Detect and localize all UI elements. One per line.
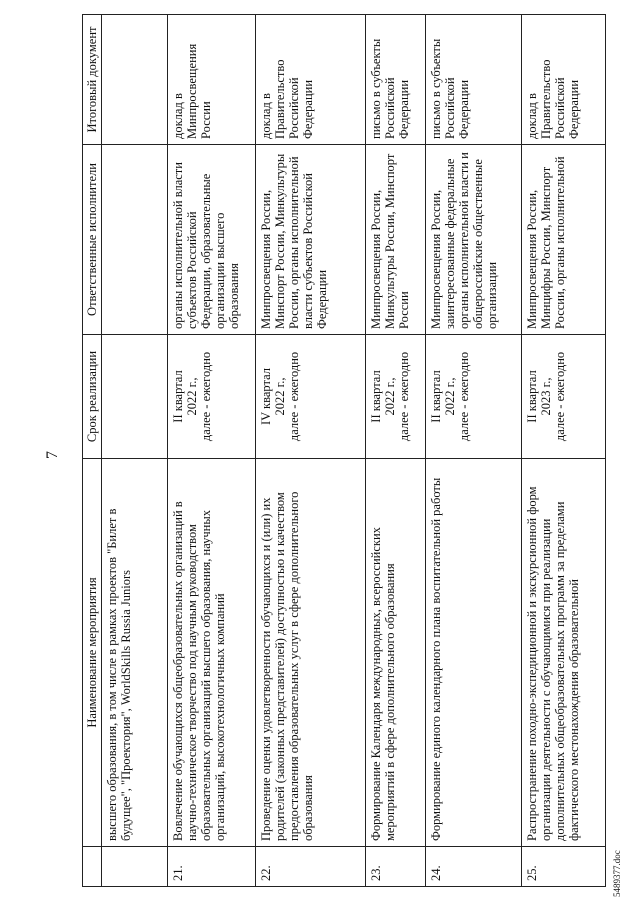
row-executors: Минпросвещения России, Минспорт России, Минкультуры России, органы исполнительной власти субъектов Российской Федерации: [256, 145, 366, 335]
row-name: Проведение оценки удовлетворенности обучающихся и (или) их родителей (законных представителей) доступностью и качеством предоставления образовательных услуг в сфере дополнительного образования: [256, 459, 366, 847]
row-name: высшего образования, в том числе в рамках проектов "Билет в будущее", "Проектория", WorldSkills Russia Juniors: [102, 459, 168, 847]
header-document: Итоговый документ: [83, 15, 102, 145]
header-executors: Ответственные исполнители: [83, 145, 102, 335]
row-number: 22.: [256, 847, 366, 887]
table-row: [256, 15, 366, 887]
row-number: 24.: [426, 847, 522, 887]
table-row: [168, 15, 256, 887]
row-name: Вовлечение обучающихся общеобразовательных организаций в научно-техническое творчество под научным руководством образовательных организаций высшего образования, научных организаций, высокотехнологичных компаний: [168, 459, 256, 847]
row-term: II квартал 2022 г., далее - ежегодно: [366, 335, 426, 459]
row-number: 25.: [522, 847, 606, 887]
table-row: [102, 15, 168, 887]
header-number: [83, 847, 102, 887]
row-document: доклад в Правительство Российской Федерации: [522, 15, 606, 145]
row-document: доклад в Минпросвещения России: [168, 15, 256, 145]
row-name: Формирование Календаря международных, всероссийских мероприятий в сфере дополнительного образования: [366, 459, 426, 847]
row-term: II квартал 2022 г., далее - ежегодно: [426, 335, 522, 459]
row-term: IV квартал 2022 г., далее - ежегодно: [256, 335, 366, 459]
row-executors: Минпросвещения России, заинтересованные федеральные органы исполнительной власти и общероссийские общественные организации: [426, 145, 522, 335]
row-document: доклад в Правительство Российской Федерации: [256, 15, 366, 145]
row-term: [102, 335, 168, 459]
row-name: Распространение походно-экспедиционной и экскурсионной форм организации деятельности с обучающимися при реализации дополнительных общеобразовательных программ за пределами фактического местонахождения образовательной: [522, 459, 606, 847]
row-number: 21.: [168, 847, 256, 887]
row-executors: Минпросвещения России, Минкультуры России, Минспорт России: [366, 145, 426, 335]
table-row: [366, 15, 426, 887]
measures-table: [82, 14, 606, 887]
row-term: II квартал 2023 г., далее - ежегодно: [522, 335, 606, 459]
row-document: [102, 15, 168, 145]
table-row: [522, 15, 606, 887]
page-number: 7: [44, 451, 61, 459]
table-row: [426, 15, 522, 887]
row-number: 23.: [366, 847, 426, 887]
row-term: II квартал 2022 г., далее - ежегодно: [168, 335, 256, 459]
header-name: Наименование мероприятия: [83, 459, 102, 847]
row-executors: Минпросвещения России, Минцифры России, Минспорт России, органы исполнительной: [522, 145, 606, 335]
table-header-row: [83, 15, 102, 887]
row-document: письмо в субъекты Российской Федерации: [426, 15, 522, 145]
row-executors: органы исполнительной власти субъектов Российской Федерации, образовательные организации высшего образования: [168, 145, 256, 335]
document-id: 5489377.doc: [612, 850, 622, 897]
row-number: [102, 847, 168, 887]
row-name: Формирование единого календарного плана воспитательной работы: [426, 459, 522, 847]
row-document: письмо в субъекты Российской Федерации: [366, 15, 426, 145]
header-term: Срок реализации: [83, 335, 102, 459]
row-executors: [102, 145, 168, 335]
